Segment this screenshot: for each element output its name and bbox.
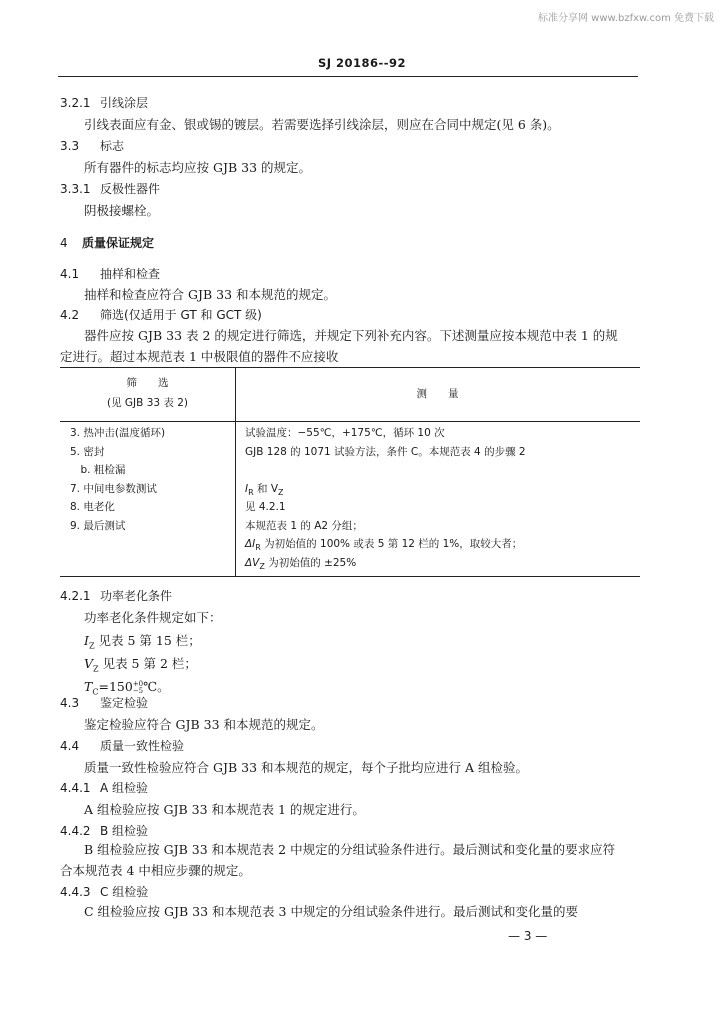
paragraph-4-2: 器件应按 GJB 33 表 2 的规定进行筛选，并规定下列补充内容。下述测量应按本规范中表 1 的规定进行。超过本规范表 1 中极限值的器件不应接收: [60, 328, 618, 364]
tolerance: [133, 681, 143, 695]
section-title: C 组检验: [100, 885, 149, 899]
table-header-screening: 筛 选: [126, 377, 169, 389]
standard-code: SJ 20186--92: [317, 56, 407, 70]
paragraph-3-2-1: 引线表面应有金、银或锡的镀层。若需要选择引线涂层，则应在合同中规定(见 6 条)。: [84, 117, 560, 132]
heading-4-4-2: [60, 822, 654, 840]
text: =150: [98, 679, 133, 694]
heading-4-4: [60, 737, 654, 755]
table-row-left: b. 粗检漏: [70, 464, 126, 476]
symbol: ΔV: [245, 557, 260, 569]
subscript: Z: [259, 562, 265, 572]
subscript: R: [248, 488, 254, 498]
text: 为初始值的 ±25%: [264, 557, 357, 569]
section-title: 质量保证规定: [82, 236, 155, 250]
table-row-right: 见 4.2.1: [245, 501, 286, 513]
heading-4-2-1: [60, 587, 654, 605]
section-number: 3.2.1: [60, 96, 91, 110]
heading-4: [60, 234, 654, 252]
table-row-left: 7. 中间电参数测试: [70, 483, 157, 495]
tolerance-lower: −5: [132, 686, 144, 695]
text: 和 V: [253, 483, 279, 495]
text: 为初始值的 100% 或表 5 第 12 栏的 1%，取较大者；: [260, 538, 523, 550]
section-number: 4: [60, 236, 68, 250]
heading-4-4-1: [60, 779, 654, 797]
symbol: I: [245, 483, 249, 495]
table-row-left: 9. 最后测试: [70, 520, 126, 532]
section-title: 筛选(仅适用于 GT 和 GCT 级): [100, 308, 262, 322]
section-title: 鉴定检验: [100, 696, 149, 710]
section-number: 4.2.1: [60, 589, 91, 603]
symbol: I: [84, 633, 89, 648]
watermark: 标准分享网 www.bzfxw.com 免费下载: [538, 13, 714, 24]
paragraph-4-1: 抽样和检查应符合 GJB 33 和本规范的规定。: [84, 287, 337, 302]
heading-4-3: [60, 694, 654, 712]
paragraph-3-3-1: 阴极接螺栓。: [84, 203, 160, 218]
table-row-right: [245, 538, 522, 554]
section-number: 4.1: [60, 267, 80, 281]
table-row-right: [245, 557, 356, 573]
heading-3-3-1: [60, 180, 654, 198]
paragraph-3-3: 所有器件的标志均应按 GJB 33 的规定。: [84, 160, 312, 175]
table-header-measurement: 测 量: [416, 388, 459, 400]
section-number: 4.4.1: [60, 781, 91, 795]
section-number: 4.4.2: [60, 824, 91, 838]
section-title: 反极性器件: [100, 182, 161, 196]
table-row-left: 8. 电老化: [70, 501, 115, 513]
section-title: 抽样和检查: [100, 267, 161, 281]
tolerance-upper: +0: [132, 679, 144, 688]
page-number: — 3 —: [508, 929, 548, 943]
subscript: Z: [93, 664, 99, 674]
symbol: V: [84, 656, 94, 671]
text: 见表 5 第 15 栏；: [94, 633, 201, 648]
table-row-right: 试验温度：−55℃，+175℃，循环 10 次: [245, 427, 445, 439]
screening-table: [60, 367, 640, 577]
text: 见表 5 第 2 栏；: [98, 656, 197, 671]
section-title: 质量一致性检验: [100, 739, 185, 753]
section-title: 功率老化条件: [100, 589, 173, 603]
condition-iz: [84, 632, 654, 655]
section-number: 4.4: [60, 739, 80, 753]
condition-vz: [84, 655, 654, 678]
heading-4-4-3: [60, 883, 654, 901]
table-row-left: 3. 热冲击(温度循环): [70, 427, 166, 439]
section-title: B 组检验: [100, 824, 149, 838]
text: ℃。: [143, 679, 170, 694]
section-number: 3.3.1: [60, 182, 91, 196]
section-number: 3.3: [60, 139, 80, 153]
heading-4-1: [60, 265, 654, 283]
paragraph-4-3: 鉴定检验应符合 GJB 33 和本规范的规定。: [84, 717, 324, 732]
subscript: Z: [278, 488, 284, 498]
paragraph-4-2-1: 功率老化条件规定如下：: [84, 610, 222, 625]
table-row-left: 5. 密封: [70, 446, 105, 458]
subscript: C: [92, 687, 99, 697]
section-number: 4.4.3: [60, 885, 91, 899]
paragraph-4-4-2: B 组检验应按 GJB 33 和本规范表 2 中规定的分组试验条件进行。最后测试和变化量的要求应符合本规范表 4 中相应步骤的规定。: [60, 842, 616, 878]
table-header-screening-ref: (见 GJB 33 表 2): [106, 397, 189, 409]
heading-3-3: [60, 137, 654, 155]
subscript: R: [255, 543, 261, 553]
subscript: Z: [88, 641, 95, 651]
section-number: 4.3: [60, 696, 80, 710]
symbol: ΔI: [245, 538, 256, 550]
paragraph-4-4-1: A 组检验应按 GJB 33 和本规范表 1 的规定进行。: [84, 802, 365, 817]
table-header-divider: [60, 421, 640, 422]
section-title: 引线涂层: [100, 96, 149, 110]
heading-4-2: [60, 306, 654, 324]
table-row-right: [245, 483, 284, 499]
paragraph-4-4: 质量一致性检验应符合 GJB 33 和本规范的规定，每个子批均应进行 A 组检验。: [84, 760, 528, 775]
table-row-right: 本规范表 1 的 A2 分组；: [245, 520, 363, 532]
table-row-right: GJB 128 的 1071 试验方法，条件 C。本规范表 4 的步骤 2: [245, 446, 526, 458]
symbol: T: [84, 679, 93, 694]
heading-3-2-1: [60, 94, 654, 112]
section-title: A 组检验: [100, 781, 149, 795]
paragraph-4-4-3: C 组检验应按 GJB 33 和本规范表 3 中规定的分组试验条件进行。最后测试和变化量的要: [84, 904, 578, 919]
section-number: 4.2: [60, 308, 80, 322]
section-title: 标志: [100, 139, 125, 153]
